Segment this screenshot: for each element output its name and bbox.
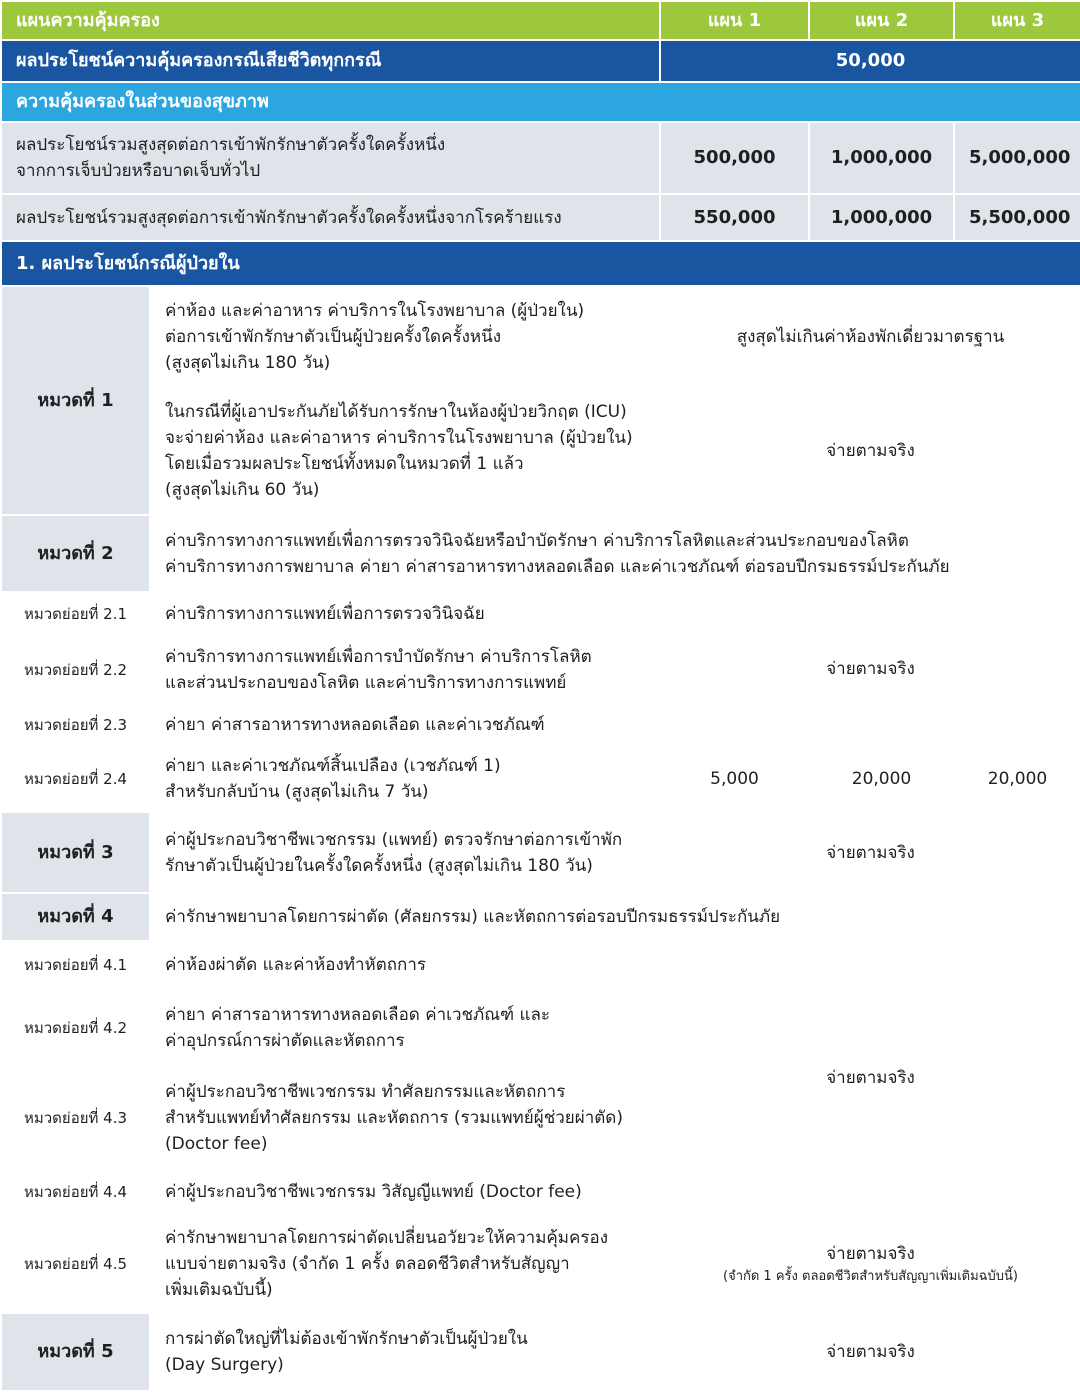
cat1-icu-value: จ่ายตามจริง: [660, 387, 1080, 515]
inpatient-section-row: [1, 241, 1080, 286]
critical-plan-1: 550,000: [660, 194, 809, 241]
sub-4-5-value-cell: [660, 1215, 1080, 1313]
cat5-row: [1, 1313, 1080, 1391]
sub-4-5-desc: ค่ารักษาพยาบาลโดยการผ่าตัดเปลี่ยนอวัยวะให้ความคุ้มครอง แบบจ่ายตามจริง (จำกัด 1 ครั้ง ตลอดชีวิตสำหรับสัญญา เพิ่มเติมฉบับนี้): [150, 1215, 660, 1313]
sub-4-5-value: จ่ายตามจริง: [826, 1244, 915, 1264]
cat5-value: จ่ายตามจริง: [660, 1313, 1080, 1391]
sub-4-5-row: [1, 1215, 1080, 1313]
death-benefit-row: [1, 40, 1080, 82]
cat1-label: หมวดที่ 1: [1, 286, 150, 515]
sub-4-2-label: หมวดย่อยที่ 4.2: [1, 989, 150, 1067]
max-benefit-plan-3: 5,000,000: [954, 122, 1080, 194]
cat3-value: จ่ายตามจริง: [660, 812, 1080, 893]
sub-4-3-label: หมวดย่อยที่ 4.3: [1, 1067, 150, 1169]
cat1-icu-desc: ในกรณีที่ผู้เอาประกันภัยได้รับการรักษาในห้องผู้ป่วยวิกฤต (ICU) จะจ่ายค่าห้อง และค่าอาหาร ค่าบริการในโรงพยาบาล (ผู้ป่วยใน) โดยเมื่อรวมผลประโยชน์ทั้งหมดในหมวดที่ 1 แล้ว (สูงสุดไม่เกิน 60 วัน): [150, 387, 660, 515]
cat1-row-2: [1, 387, 1080, 515]
max-benefit-row: [1, 122, 1080, 194]
cat4-label: หมวดที่ 4: [1, 893, 150, 941]
cat4-row: [1, 893, 1080, 941]
critical-plan-3: 5,500,000: [954, 194, 1080, 241]
max-benefit-label: ผลประโยชน์รวมสูงสุดต่อการเข้าพักรักษาตัวครั้งใดครั้งหนึ่ง จากการเจ็บป่วยหรือบาดเจ็บทั่วไป: [1, 122, 660, 194]
max-benefit-plan-2: 1,000,000: [809, 122, 954, 194]
cat1-room-desc: ค่าห้อง และค่าอาหาร ค่าบริการในโรงพยาบาล (ผู้ป่วยใน) ต่อการเข้าพักรักษาตัวเป็นผู้ป่วยครั้งใดครั้งหนึ่ง (สูงสุดไม่เกิน 180 วัน): [150, 286, 660, 387]
sub-2-4-plan-3: 20,000: [954, 746, 1080, 812]
sub-2-4-plan-2: 20,000: [809, 746, 954, 812]
inpatient-section-title: 1. ผลประโยชน์กรณีผู้ป่วยใน: [1, 241, 1080, 286]
sub-4-4-label: หมวดย่อยที่ 4.4: [1, 1169, 150, 1215]
sub-4-1-row: [1, 941, 1080, 989]
cat4-subs-value: จ่ายตามจริง: [660, 941, 1080, 1215]
sub-4-2-desc: ค่ายา ค่าสารอาหารทางหลอดเลือด ค่าเวชภัณฑ์ และ ค่าอุปกรณ์การผ่าตัดและหัตถการ: [150, 989, 660, 1067]
health-section-title: ความคุ้มครองในส่วนของสุขภาพ: [1, 82, 1080, 122]
cat2-subs-value: จ่ายตามจริง: [660, 592, 1080, 746]
death-benefit-value: 50,000: [660, 40, 1080, 82]
sub-2-1-desc: ค่าบริการทางการแพทย์เพื่อการตรวจวินิจฉัย: [150, 592, 660, 636]
sub-4-1-label: หมวดย่อยที่ 4.1: [1, 941, 150, 989]
cat1-room-value: สูงสุดไม่เกินค่าห้องพักเดี่ยวมาตรฐาน: [660, 286, 1080, 387]
sub-2-4-plan-1: 5,000: [660, 746, 809, 812]
plan-2-header: แผน 2: [809, 1, 954, 40]
cat2-label: หมวดที่ 2: [1, 515, 150, 592]
sub-4-4-desc: ค่าผู้ประกอบวิชาชีพเวชกรรม วิสัญญีแพทย์ (Doctor fee): [150, 1169, 660, 1215]
plan-3-header: แผน 3: [954, 1, 1080, 40]
cat2-desc: ค่าบริการทางการแพทย์เพื่อการตรวจวินิจฉัยหรือบำบัดรักษา ค่าบริการโลหิตและส่วนประกอบของโลหิต ค่าบริการทางการพยาบาล ค่ายา ค่าสารอาหารทางหลอดเลือด และค่าเวชภัณฑ์ ต่อรอบปีกรมธรรม์ประกันภัย: [150, 515, 1080, 592]
cat2-row: [1, 515, 1080, 592]
sub-2-3-label: หมวดย่อยที่ 2.3: [1, 703, 150, 746]
sub-2-2-label: หมวดย่อยที่ 2.2: [1, 636, 150, 703]
death-benefit-label: ผลประโยชน์ความคุ้มครองกรณีเสียชีวิตทุกกรณี: [1, 40, 660, 82]
max-benefit-critical-label: ผลประโยชน์รวมสูงสุดต่อการเข้าพักรักษาตัวครั้งใดครั้งหนึ่งจากโรคร้ายแรง: [1, 194, 660, 241]
sub-2-4-desc: ค่ายา และค่าเวชภัณฑ์สิ้นเปลือง (เวชภัณฑ์ 1) สำหรับกลับบ้าน (สูงสุดไม่เกิน 7 วัน): [150, 746, 660, 812]
max-benefit-plan-1: 500,000: [660, 122, 809, 194]
max-benefit-critical-row: [1, 194, 1080, 241]
sub-4-1-desc: ค่าห้องผ่าตัด และค่าห้องทำหัตถการ: [150, 941, 660, 989]
sub-4-3-desc: ค่าผู้ประกอบวิชาชีพเวชกรรม ทำศัลยกรรมและหัตถการ สำหรับแพทย์ทำศัลยกรรม และหัตถการ (รวมแพทย์ผู้ช่วยผ่าตัด) (Doctor fee): [150, 1067, 660, 1169]
cat3-desc: ค่าผู้ประกอบวิชาชีพเวชกรรม (แพทย์) ตรวจรักษาต่อการเข้าพัก รักษาตัวเป็นผู้ป่วยในครั้งใดครั้งหนึ่ง (สูงสุดไม่เกิน 180 วัน): [150, 812, 660, 893]
sub-2-1-row: [1, 592, 1080, 636]
cat1-row-1: [1, 286, 1080, 387]
cat5-desc: การผ่าตัดใหญ่ที่ไม่ต้องเข้าพักรักษาตัวเป็นผู้ป่วยใน (Day Surgery): [150, 1313, 660, 1391]
plan-1-header: แผน 1: [660, 1, 809, 40]
sub-2-3-desc: ค่ายา ค่าสารอาหารทางหลอดเลือด และค่าเวชภัณฑ์: [150, 703, 660, 746]
health-section-row: [1, 82, 1080, 122]
cat4-desc: ค่ารักษาพยาบาลโดยการผ่าตัด (ศัลยกรรม) และหัตถการต่อรอบปีกรมธรรม์ประกันภัย: [150, 893, 1080, 941]
cat3-row: [1, 812, 1080, 893]
sub-2-1-label: หมวดย่อยที่ 2.1: [1, 592, 150, 636]
sub-2-2-desc: ค่าบริการทางการแพทย์เพื่อการบำบัดรักษา ค่าบริการโลหิต และส่วนประกอบของโลหิต และค่าบริการทางการแพทย์: [150, 636, 660, 703]
sub-2-4-label: หมวดย่อยที่ 2.4: [1, 746, 150, 812]
cat3-label: หมวดที่ 3: [1, 812, 150, 893]
critical-plan-2: 1,000,000: [809, 194, 954, 241]
sub-2-4-row: [1, 746, 1080, 812]
header-row: [1, 1, 1080, 40]
sub-4-5-label: หมวดย่อยที่ 4.5: [1, 1215, 150, 1313]
cat5-label: หมวดที่ 5: [1, 1313, 150, 1391]
sub-4-5-note: (จำกัด 1 ครั้ง ตลอดชีวิตสำหรับสัญญาเพิ่มเติมฉบับนี้): [723, 1269, 1019, 1284]
header-title: แผนความคุ้มครอง: [1, 1, 660, 40]
